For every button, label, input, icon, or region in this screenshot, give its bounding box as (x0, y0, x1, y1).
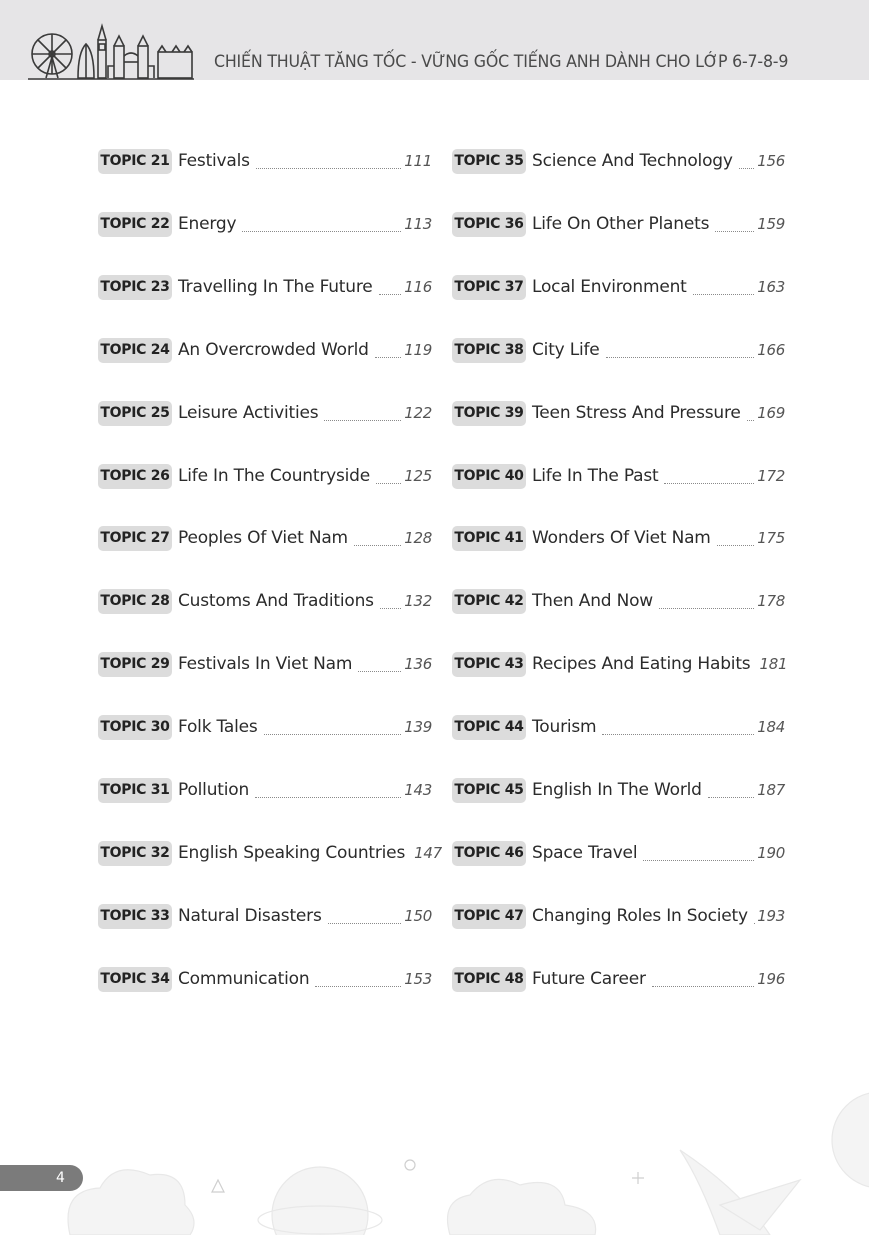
dot-leader (375, 343, 402, 358)
topic-badge: TOPIC 34 (98, 967, 172, 992)
dot-leader (328, 909, 402, 924)
topic-page-number: 143 (404, 781, 432, 799)
topic-title: Folk Tales (178, 717, 258, 737)
topic-page-number: 178 (757, 592, 785, 610)
topic-page-number: 175 (757, 529, 785, 547)
dot-leader (255, 783, 401, 798)
topic-badge: TOPIC 21 (98, 149, 172, 174)
dot-leader (324, 406, 401, 421)
topic-badge: TOPIC 38 (452, 338, 526, 363)
topic-page-number: 147 (414, 844, 442, 862)
topic-page-number: 122 (404, 404, 432, 422)
topic-page-number: 172 (757, 467, 785, 485)
topic-badge: TOPIC 29 (98, 652, 172, 677)
topic-title: English Speaking Countries (178, 843, 406, 863)
topic-title: Festivals (178, 151, 250, 171)
topic-title: Tourism (532, 717, 597, 737)
topic-title: Local Environment (532, 277, 687, 297)
topic-page-number: 190 (757, 844, 785, 862)
toc-entry[interactable] (452, 588, 785, 614)
toc-entry[interactable] (452, 966, 785, 992)
topic-title: An Overcrowded World (178, 340, 369, 360)
topic-badge: TOPIC 31 (98, 778, 172, 803)
topic-page-number: 163 (757, 278, 785, 296)
toc-entry[interactable] (452, 337, 785, 363)
topic-title: Leisure Activities (178, 403, 319, 423)
topic-page-number: 139 (404, 718, 432, 736)
topic-badge: TOPIC 47 (452, 904, 526, 929)
topic-badge: TOPIC 35 (452, 149, 526, 174)
toc-entry[interactable] (98, 903, 432, 929)
dot-leader (354, 531, 401, 546)
london-skyline-icon (28, 22, 194, 80)
topic-badge: TOPIC 23 (98, 275, 172, 300)
topic-title: Natural Disasters (178, 906, 322, 926)
topic-page-number: 111 (404, 152, 432, 170)
toc-entry[interactable] (98, 966, 432, 992)
topic-page-number: 193 (757, 907, 785, 925)
toc-entry[interactable] (452, 651, 788, 677)
dot-leader (315, 972, 401, 987)
topic-badge: TOPIC 28 (98, 589, 172, 614)
topic-page-number: 150 (404, 907, 432, 925)
dot-leader (708, 783, 755, 798)
topic-badge: TOPIC 48 (452, 967, 526, 992)
toc-entry[interactable] (452, 274, 785, 300)
topic-title: Pollution (178, 780, 250, 800)
topic-page-number: 181 (759, 655, 788, 673)
toc-entry[interactable] (452, 525, 785, 551)
dot-leader (739, 154, 755, 169)
topic-badge: TOPIC 27 (98, 526, 172, 551)
topic-title: Future Career (532, 969, 646, 989)
topic-title: Wonders Of Viet Nam (532, 528, 711, 548)
topic-page-number: 119 (404, 341, 432, 359)
dot-leader (256, 154, 401, 169)
toc-entry[interactable] (98, 714, 432, 740)
dot-leader (602, 720, 754, 735)
dot-leader (264, 720, 402, 735)
dot-leader (380, 594, 401, 609)
dot-leader (606, 343, 755, 358)
topic-title: Life In The Past (532, 466, 659, 486)
toc-entry[interactable] (452, 840, 785, 866)
topic-page-number: 196 (757, 970, 785, 988)
topic-title: Then And Now (532, 591, 654, 611)
toc-entry[interactable] (98, 463, 432, 489)
dot-leader (693, 280, 755, 295)
topic-page-number: 169 (757, 404, 785, 422)
topic-page-number: 132 (404, 592, 432, 610)
book-title: CHIẾN THUẬT TĂNG TỐC - VỮNG GỐC TIẾNG ANH DÀNH CHO LỚP 6-7-8-9 (214, 52, 789, 72)
toc-entry[interactable] (452, 211, 785, 237)
topic-page-number: 116 (404, 278, 432, 296)
dot-leader (717, 531, 755, 546)
topic-title: Energy (178, 214, 237, 234)
clouds-planets-rocket-icon (0, 1080, 869, 1235)
toc-entry[interactable] (98, 651, 432, 677)
topic-badge: TOPIC 41 (452, 526, 526, 551)
topic-badge: TOPIC 33 (98, 904, 172, 929)
dot-leader (358, 657, 401, 672)
topic-badge: TOPIC 45 (452, 778, 526, 803)
topic-title: Recipes And Eating Habits (532, 654, 751, 674)
topic-page-number: 136 (404, 655, 432, 673)
topic-title: Changing Roles In Society (532, 906, 748, 926)
topic-badge: TOPIC 30 (98, 715, 172, 740)
topic-title: Customs And Traditions (178, 591, 374, 611)
toc-entry[interactable] (452, 400, 785, 426)
topic-badge: TOPIC 25 (98, 401, 172, 426)
toc-entry[interactable] (98, 840, 442, 866)
topic-badge: TOPIC 26 (98, 464, 172, 489)
toc-entry[interactable] (98, 525, 432, 551)
topic-title: Peoples Of Viet Nam (178, 528, 348, 548)
topic-badge: TOPIC 32 (98, 841, 172, 866)
topic-title: Festivals In Viet Nam (178, 654, 353, 674)
toc-entry[interactable] (98, 337, 432, 363)
toc-entry[interactable] (98, 274, 432, 300)
toc-entry[interactable] (452, 463, 785, 489)
topic-title: Life On Other Planets (532, 214, 710, 234)
topic-badge: TOPIC 42 (452, 589, 526, 614)
toc-entry[interactable] (98, 588, 432, 614)
dot-leader (659, 594, 754, 609)
dot-leader (376, 469, 401, 484)
toc-entry[interactable] (452, 148, 785, 174)
topic-title: Science And Technology (532, 151, 733, 171)
toc-entry[interactable] (452, 714, 785, 740)
dot-leader (715, 217, 754, 232)
dot-leader (747, 406, 755, 421)
toc-entry[interactable] (98, 400, 432, 426)
topic-badge: TOPIC 22 (98, 212, 172, 237)
page-number: 4 (56, 1170, 65, 1186)
topic-title: Space Travel (532, 843, 638, 863)
topic-badge: TOPIC 43 (452, 652, 526, 677)
toc-entry[interactable] (98, 777, 432, 803)
topic-title: Life In The Countryside (178, 466, 371, 486)
topic-page-number: 166 (757, 341, 785, 359)
dot-leader (379, 280, 402, 295)
toc-entry[interactable] (98, 211, 432, 237)
toc-entry[interactable] (98, 148, 432, 174)
topic-badge: TOPIC 24 (98, 338, 172, 363)
topic-badge: TOPIC 37 (452, 275, 526, 300)
topic-page-number: 113 (404, 215, 432, 233)
topic-title: City Life (532, 340, 600, 360)
toc-entry[interactable] (452, 903, 785, 929)
topic-badge: TOPIC 46 (452, 841, 526, 866)
topic-title: Travelling In The Future (178, 277, 373, 297)
topic-title: English In The World (532, 780, 702, 800)
topic-page-number: 187 (757, 781, 785, 799)
dot-leader (664, 469, 754, 484)
dot-leader (242, 217, 401, 232)
dot-leader (652, 972, 755, 987)
topic-badge: TOPIC 36 (452, 212, 526, 237)
topic-page-number: 153 (404, 970, 432, 988)
topic-page-number: 159 (757, 215, 785, 233)
topic-badge: TOPIC 39 (452, 401, 526, 426)
toc-entry[interactable] (452, 777, 785, 803)
topic-page-number: 128 (404, 529, 432, 547)
topic-page-number: 125 (404, 467, 432, 485)
dot-leader (643, 846, 754, 861)
topic-title: Communication (178, 969, 310, 989)
page-number-tab (0, 1165, 83, 1191)
topic-badge: TOPIC 44 (452, 715, 526, 740)
topic-badge: TOPIC 40 (452, 464, 526, 489)
topic-page-number: 184 (757, 718, 785, 736)
topic-page-number: 156 (757, 152, 785, 170)
topic-title: Teen Stress And Pressure (532, 403, 741, 423)
